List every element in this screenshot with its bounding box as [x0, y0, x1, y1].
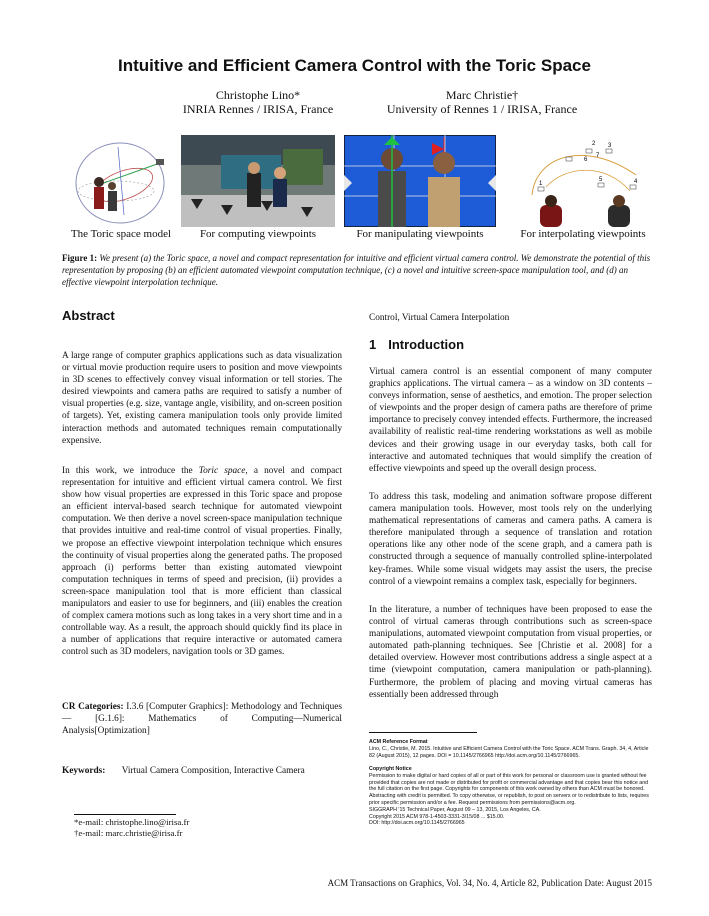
author-1-name: Christophe Lino*	[215, 88, 301, 102]
interp-label-4: 4	[634, 179, 638, 185]
author-2	[332, 88, 632, 116]
intro-paragraph-2: To address this task, modeling and animation software propose different camera manipulation tools. However, most tools rely on the underlying mathematical representations of cameras and camera paths. A camera is therefore manipulated through a sequence of translation and rotation operations like any other node of the scene graph, and a camera path is constructed through a sequence of manually controlled spline-interpolated key-frames. While some visual widgets may assist the users, the precise control of a viewpoint remains a complex task, especially for beginners.	[369, 492, 652, 587]
figure-panel-manipulating	[344, 135, 496, 227]
acm-ref-heading: ACM Reference Format	[369, 739, 428, 745]
keywords-continuation: Control, Virtual Camera Interpolation	[369, 313, 510, 323]
abstract-p2-pre: In this work, we introduce the	[62, 466, 199, 476]
interp-label-1: 1	[539, 181, 543, 187]
abstract-p2-em: Toric space	[198, 466, 246, 476]
paper-title: Intuitive and Efficient Camera Control with the Toric Space	[118, 56, 591, 75]
author-2-affiliation: University of Rennes 1 / IRISA, France	[386, 102, 578, 116]
interp-label-3: 3	[608, 143, 612, 149]
abstract-heading: Abstract	[62, 308, 115, 323]
acm-conference: SIGGRAPH '15 Technical Paper, August 09 – 13, 2015, Los Angeles, CA.	[369, 806, 541, 813]
figure-label-c: For manipulating viewpoints	[356, 228, 484, 240]
section-number: 1	[369, 337, 377, 352]
figure-label-a: The Toric space model	[70, 228, 172, 240]
abstract-paragraph-1: A large range of computer graphics applications such as data visualization or virtual movie production require users to position and move viewpoints in 3D scenes to effectively convey visual information or tell stories. The desired viewpoints and camera paths are required to satisfy a number of visual properties (e.g. size, vantage angle, visibility, and on-screen position of targets). Yet, existing camera manipulation tools only provide limited interaction methods and automated techniques remain computationally expensive.	[62, 351, 342, 446]
figure-label-d: For interpolating viewpoints	[520, 228, 646, 240]
figure-panel-computing	[181, 135, 335, 227]
figure-caption-label: Figure 1:	[62, 253, 98, 263]
keywords	[62, 765, 342, 777]
acm-reference	[369, 739, 652, 759]
author-1-affiliation: INRIA Rennes / IRISA, France	[182, 102, 334, 116]
interp-label-5: 5	[599, 177, 603, 183]
abstract-p2-post: , a novel and compact representation for intuitive and efficient virtual camera control. We first show how visual properties are expressed in this Toric space and propose an efficient interval-based search technique for automated viewpoint computation. We then derive a novel screen-space manipulation technique that provides intuitive and real-time control of visual properties. Finally, we propose an effective viewpoint interpolation technique which ensures the continuity of visual properties along the generated paths. The proposed approach (i) performs better than existing automated viewpoint computation techniques in terms of speed and precision, (ii) provides a screen-space manipulation tool that is more efficient than classical manipulators and easier to use for beginners, and (iii) enables the creation of complex camera motions such as long takes in a very short time and in a controllable way. As a result, the approach should quickly find its place in a number of applications that require interactive or automated camera control such as 3D modelers, navigation tools or 3D games.	[62, 466, 342, 658]
section-title: Introduction	[388, 337, 465, 352]
introduction-heading	[369, 337, 464, 352]
figure-caption-text: We present (a) the Toric space, a novel and compact representation for intuitive and efficient virtual camera control. We demonstrate the potential of this representation by proposing (b) an efficient automated viewpoint computation technique, (c) a novel and intuitive screen-space manipulation tool, and (d) an effective viewpoint interpolation technique.	[62, 253, 651, 287]
acm-doi: DOI: http://doi.acm.org/10.1145/2766965	[369, 820, 465, 827]
acm-copy-text: Permission to make digital or hard copies of all or part of this work for personal or classroom use is granted without fee provided that copies are not made or distributed for profit or commercial advantage and that copies bear this notice and the full citation on the first page. Copyrights for components of this work owned by others than ACM must be honored. Abstracting with credit is permitted. To copy otherwise, or republish, to post on servers or to redistribute to lists, requires prior specific permission and/or a fee. Request permissions from permissions@acm.org.	[369, 772, 649, 806]
acm-copy-heading: Copyright Notice	[369, 766, 412, 772]
interp-label-2: 2	[592, 141, 596, 147]
interp-label-6: 6	[584, 157, 588, 163]
cr-categories	[62, 701, 342, 737]
footnote-email-1: *e-mail: christophe.lino@irisa.fr	[74, 817, 190, 827]
abstract-paragraph-2	[62, 465, 342, 659]
author-2-name: Marc Christie†	[445, 88, 519, 102]
figure-panel-toric-model	[68, 135, 174, 227]
footnote-rule	[74, 814, 176, 815]
figure-panel-interpolating	[526, 135, 650, 227]
footnote-email-2: †e-mail: marc.christie@irisa.fr	[74, 828, 183, 838]
acm-copyright: Copyright 2015 ACM 978-1-4503-3331-3/15/08 ... $15.00.	[369, 813, 505, 820]
cr-text: I.3.6 [Computer Graphics]: Methodology and Techniques— [G.1.6]: Mathematics of Computing—Numerical Analysis[Optimization]	[62, 702, 342, 737]
interp-label-7: 7	[596, 153, 600, 159]
figure-label-b: For computing viewpoints	[199, 228, 317, 240]
acm-ref-text: Lino, C., Christie, M. 2015. Intuitive and Efficient Camera Control with the Toric Space. ACM Trans. Graph. 34, 4, Article 82 (August 2015), 12 pages. DOI = 10.1145/2766965 http://doi.acm.org/10.1145/2766965.	[369, 745, 649, 759]
acm-copyright-notice	[369, 766, 652, 827]
intro-paragraph-1: Virtual camera control is an essential component of many computer graphics applications. The virtual camera – as a window on 3D contents – conveys information, sense of aesthetics, and emotion. The proper selection of viewpoints and the proper design of camera paths are therefore of prime importance to precisely convey intended effects. Furthermore, the increased availability of realistic real-time rendering workstations as well as mobile devices and their growing usage in our everyday tasks, both call for interactive and automated techniques that would simplify the creation of effective viewpoints and speed up the overall design process.	[369, 367, 652, 474]
figure-caption	[62, 252, 652, 288]
keywords-text: Virtual Camera Composition, Interactive Camera	[121, 766, 305, 776]
keywords-label: Keywords:	[62, 766, 106, 776]
intro-paragraph-3: In the literature, a number of techniques have been proposed to ease the control of virtual cameras through contributions such as screen-space manipulations, automated viewpoint computation from visual properties, or automated path-planning techniques. See [Christie et al. 2008] for a detailed overview. However most contributions address a single aspect at a time (viewpoint computation, camera manipulation or path-planning). Furthermore, the problem of placing and moving virtual cameras has essentially been addressed through	[369, 605, 652, 700]
acm-rule	[369, 732, 477, 733]
cr-label: CR Categories:	[62, 702, 124, 712]
journal-footer: ACM Transactions on Graphics, Vol. 34, No. 4, Article 82, Publication Date: August 2015	[327, 878, 652, 888]
